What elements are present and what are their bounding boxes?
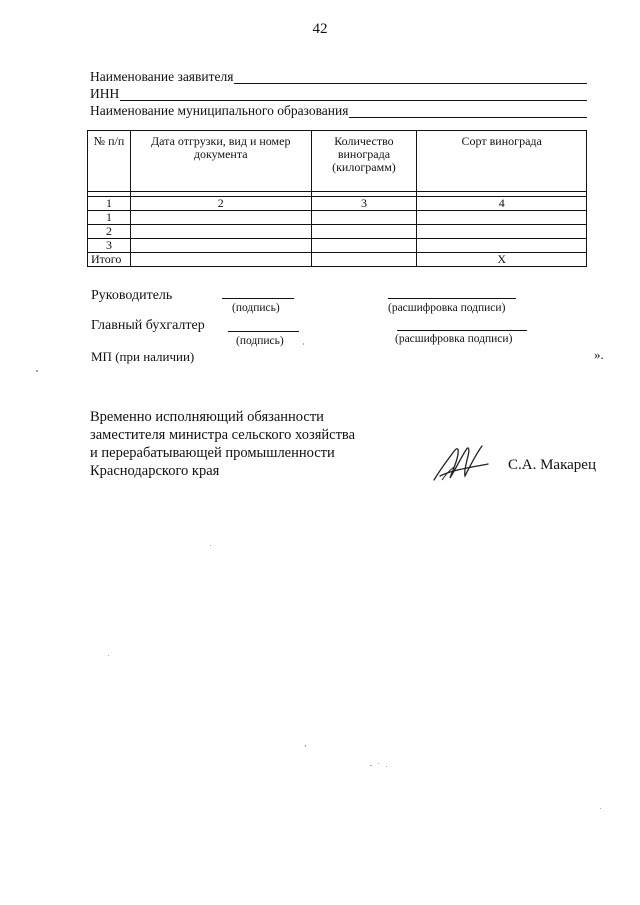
- scan-speck: [108, 655, 109, 656]
- field-label: Наименование муниципального образования: [90, 103, 349, 118]
- inn-field: [90, 83, 587, 101]
- signature-hint: (подпись): [232, 302, 280, 314]
- scan-speck: [378, 763, 379, 764]
- accountant-label: Главный бухгалтер: [91, 318, 205, 333]
- applicant-name-field: [90, 66, 587, 84]
- signature-line: [222, 298, 294, 299]
- scan-speck: [370, 765, 372, 766]
- signature-line: [228, 331, 299, 332]
- header-cell: Сорт винограда: [417, 131, 587, 192]
- header-cell: Количество винограда (килограмм): [311, 131, 417, 192]
- scan-speck: [386, 766, 387, 767]
- handwritten-signature: [432, 440, 492, 484]
- decode-line: [388, 298, 516, 299]
- column-number: 2: [130, 197, 311, 211]
- column-number: 1: [88, 197, 131, 211]
- table-cell: [130, 253, 311, 267]
- column-number: 3: [311, 197, 417, 211]
- scan-speck: [210, 545, 211, 546]
- decode-hint: (расшифровка подписи): [388, 302, 506, 314]
- total-label: Итого: [88, 253, 131, 267]
- fill-line: [349, 105, 587, 118]
- field-label: Наименование заявителя: [90, 69, 234, 84]
- table-row: [88, 225, 587, 239]
- table-cell: [130, 211, 311, 225]
- scan-speck: [303, 343, 304, 345]
- table-cell: [417, 239, 587, 253]
- table-cell: [311, 239, 417, 253]
- scan-speck: [36, 370, 38, 372]
- row-number: 1: [88, 211, 131, 225]
- total-row: [88, 253, 587, 267]
- table-cell: [417, 225, 587, 239]
- signer-position: [90, 408, 410, 480]
- signature-hint: (подпись): [236, 335, 284, 347]
- table-cell: [130, 239, 311, 253]
- shipment-table: [87, 130, 587, 267]
- total-mark: Х: [417, 253, 587, 267]
- stamp-label: МП (при наличии): [91, 349, 195, 364]
- table-cell: [311, 253, 417, 267]
- decode-hint: (расшифровка подписи): [395, 333, 513, 345]
- decode-line: [397, 330, 527, 331]
- head-label: Руководитель: [91, 288, 173, 303]
- table-cell: [417, 211, 587, 225]
- header-cell: Дата отгрузки, вид и номер документа: [130, 131, 311, 192]
- table-cell: [130, 225, 311, 239]
- scan-speck: [305, 745, 306, 747]
- field-label: ИНН: [90, 86, 120, 101]
- scan-speck: [600, 808, 601, 809]
- page-number: 42: [312, 21, 328, 37]
- position-line: Временно исполняющий обязанности: [90, 409, 324, 425]
- table-row: [88, 239, 587, 253]
- municipality-field: [90, 100, 587, 118]
- closing-quote: ».: [594, 347, 604, 362]
- row-number: 2: [88, 225, 131, 239]
- column-number-row: [88, 197, 587, 211]
- table-row: [88, 211, 587, 225]
- position-line: заместителя министра сельского хозяйства: [90, 427, 356, 443]
- header-cell: № п/п: [88, 131, 131, 192]
- position-line: Краснодарского края: [90, 463, 220, 479]
- column-number: 4: [417, 197, 587, 211]
- position-line: и перерабатывающей промышленности: [90, 445, 335, 461]
- table-cell: [311, 211, 417, 225]
- table-cell: [311, 225, 417, 239]
- signer-name: С.А. Макарец: [508, 457, 596, 473]
- table-header-row: [88, 131, 587, 192]
- row-number: 3: [88, 239, 131, 253]
